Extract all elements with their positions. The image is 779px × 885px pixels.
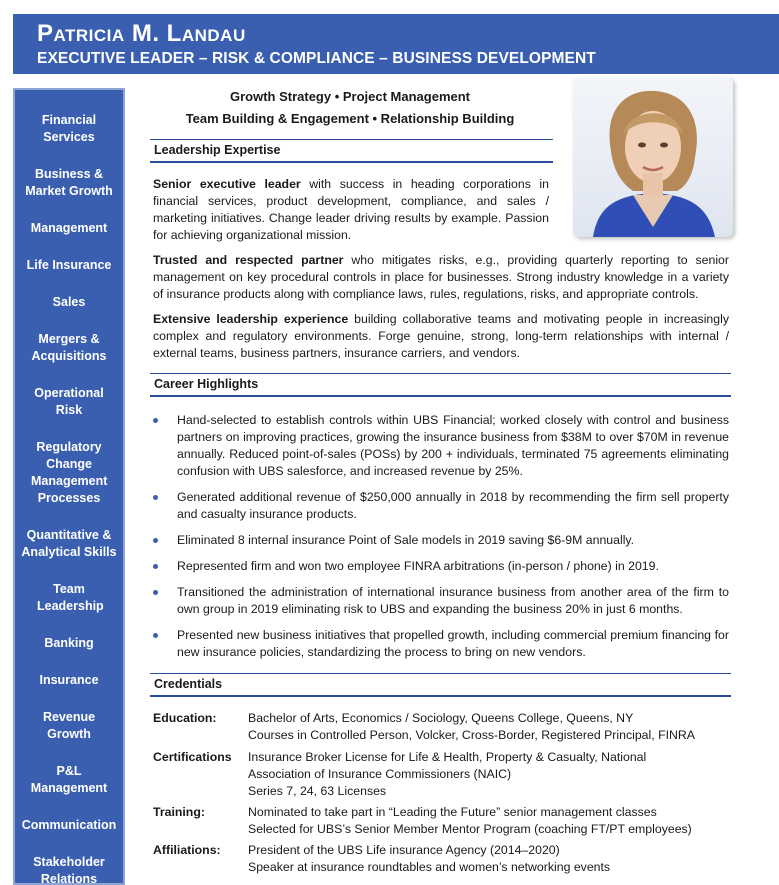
sidebar-item-stakeholder-relations: Stakeholder Relations [33,855,105,885]
sidebar-item-operational-risk: Operational Risk [34,386,104,417]
bullet-icon [153,538,158,543]
leadership-p2-bold: Trusted and respected partner [153,253,344,267]
leadership-p3-bold: Extensive leadership experience [153,312,349,326]
bullet-icon [153,564,158,569]
portrait-photo [573,77,733,237]
skills-sidebar [13,88,125,885]
affiliations-line: President of the UBS Life insurance Agency (2014–2020) [248,843,560,857]
list-item: Generated additional revenue of $250,000 annually in 2018 by recommending the firm sell property and casualty insurance products. [153,489,729,523]
training-line: Selected for UBS’s Senior Member Mentor Program (coaching FT/PT employees) [248,822,692,836]
list-item: Hand-selected to establish controls within UBS Financial; worked closely with control and business partners on improving practices, growing the insurance business from $38M to over $70M in revenue annually. Reduced point-of-sales (POSs) by 200 + individuals, terminated 75 agreements eliminating confusion with UBS salesforce, and increased revenue by 25%. [153,412,729,480]
bullet-icon [153,495,158,500]
training-line: Nominated to take part in “Leading the Future” senior management classes [248,805,657,819]
credential-certifications [153,749,729,800]
sidebar-item-insurance: Insurance [39,673,99,687]
candidate-tagline: EXECUTIVE LEADER – RISK & COMPLIANCE – BUSINESS DEVELOPMENT [37,50,596,67]
credential-affiliations [153,842,729,876]
education-line: Bachelor of Arts, Economics / Sociology, Queens College, Queens, NY [248,711,634,725]
bullet-icon [153,418,158,423]
section-heading-credentials: Credentials [150,673,731,697]
sidebar-item-revenue-growth: Revenue Growth [42,710,96,741]
leadership-p1-text: with success in heading corporations in financial services, product development, compliance, and sales / marketing initiatives. Change leader driving results by example. Passion for achieving organizational mission. [153,177,549,242]
sidebar-item-business-market-growth: Business & Market Growth [25,167,113,198]
credential-education [153,710,729,744]
sidebar-item-management: Management [30,221,108,235]
sidebar-item-financial-services: Financial Services [41,113,97,144]
bullet-icon [153,633,158,638]
leadership-paragraph-1 [153,176,549,244]
sidebar-item-banking: Banking [44,636,94,650]
sidebar-item-life-insurance: Life Insurance [26,258,112,272]
header-banner [13,14,779,74]
education-line: Courses in Controlled Person, Volcker, Cross-Border, Registered Principal, FINRA [248,728,695,742]
certifications-label: Certifications [153,750,232,764]
sidebar-item-sales: Sales [52,295,86,309]
sidebar-item-quantitative-analytical: Quantitative & Analytical Skills [21,528,117,559]
section-heading-career: Career Highlights [150,373,731,397]
leadership-paragraph-3 [153,311,729,362]
section-heading-leadership: Leadership Expertise [150,139,553,163]
leadership-p3-text: building collaborative teams and motivating people in increasingly complex and regulatory environments. Forge genuine, strong, long-term relationships with internal / external teams, business partners, insurance carriers, and vendors. [153,312,729,360]
list-item: Presented new business initiatives that propelled growth, including commercial premium financing for new insurance policies, standardizing the process to bring on new vendors. [153,627,729,661]
summary-keywords [150,86,550,130]
sidebar-item-communication: Communication [21,818,117,832]
list-item: Represented firm and won two employee FINRA arbitrations (in-person / phone) in 2019. [153,558,729,575]
certifications-line: Association of Insurance Commissioners (NAIC) [248,767,512,781]
sidebar-item-regulatory-change: Regulatory Change Management Processes [31,440,108,505]
summary-line-1: Growth Strategy • Project Management [229,89,471,104]
summary-line-2: Team Building & Engagement • Relationship Building [185,111,515,126]
sidebar-item-mergers-acquisitions: Mergers & Acquisitions [31,332,107,363]
sidebar-item-pl-management: P&L Management [30,764,108,795]
candidate-name: Patricia M. Landau [37,20,246,47]
sidebar-item-team-leadership: Team Leadership [37,582,104,613]
list-item: Transitioned the administration of international insurance business from another area of the firm to own group in 2019 eliminating risk to UBS and expanding the business 20% in just 6 months. [153,584,729,618]
career-highlights-list [153,412,729,661]
education-label: Education: [153,711,217,725]
bullet-icon [153,590,158,595]
leadership-p1-bold: Senior executive leader [153,177,301,191]
leadership-p2-text: who mitigates risks, e.g., providing quarterly reporting to senior management on key procedural controls in place for businesses. Strong industry knowledge in a variety of insurance products along with compliance laws, rules, regulations, risks, and appropriate controls. [153,253,729,301]
credential-training [153,804,729,838]
list-item: Eliminated 8 internal insurance Point of Sale models in 2019 saving $6-9M annually. [153,532,729,549]
training-label: Training: [153,805,205,819]
affiliations-label: Affiliations: [153,843,221,857]
leadership-paragraph-2 [153,252,729,303]
certifications-line: Insurance Broker License for Life & Health, Property & Casualty, National [248,750,647,764]
certifications-line: Series 7, 24, 63 Licenses [248,784,387,798]
affiliations-line: Speaker at insurance roundtables and women’s networking events [248,860,611,874]
